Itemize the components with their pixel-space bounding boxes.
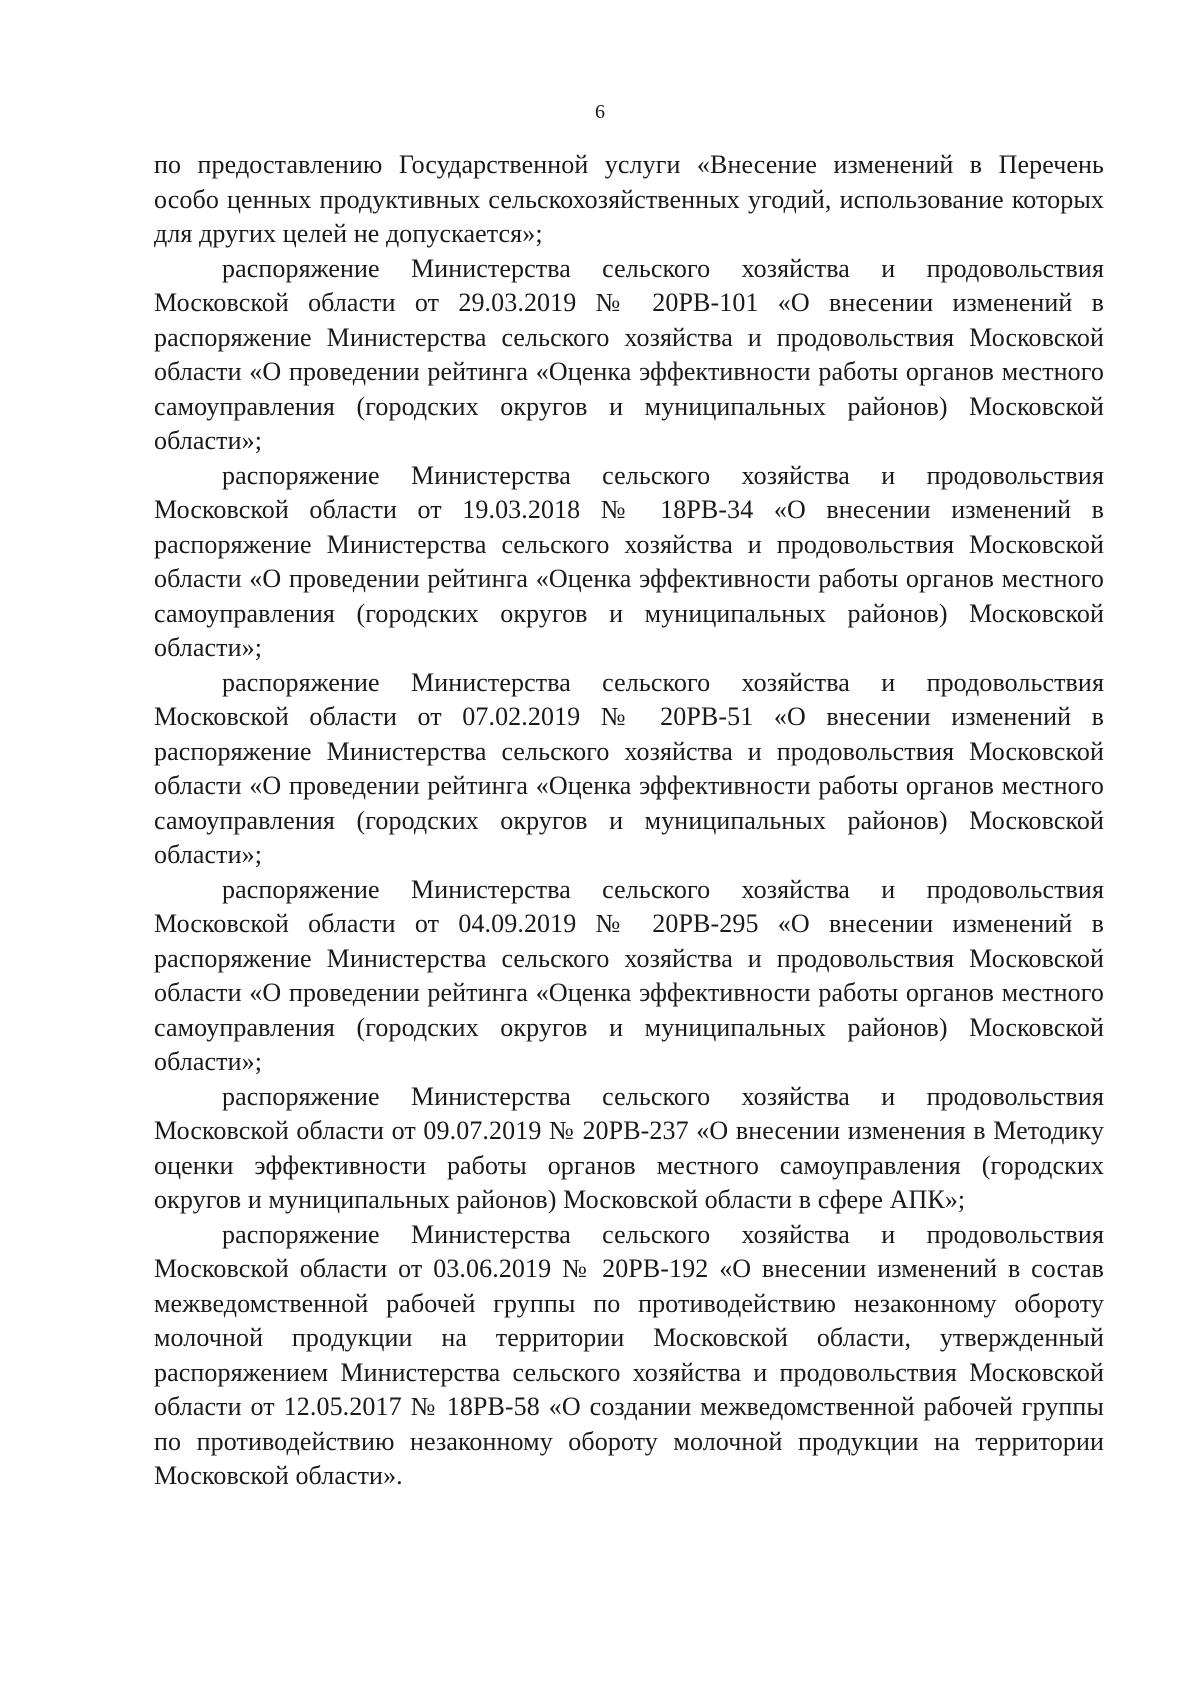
- paragraph-order-20rv-295: распоряжение Министерства сельского хозяйства и продовольствия Московской области от 04.09.2019 № 20РВ-295 «О внесении изменений в распоряжение Министерства сельского хозяйства и продовольствия Московской области «О проведении рейтинга «Оценка эффективности работы органов местного самоуправления (городских округов и муниципальных районов) Московской области»;: [154, 874, 1104, 1076]
- page-number: 6: [595, 101, 605, 123]
- paragraph-order-18rv-34: распоряжение Министерства сельского хозяйства и продовольствия Московской области от 19.03.2018 № 18РВ-34 «О внесении изменений в распоряжение Министерства сельского хозяйства и продовольствия Московской области «О проведении рейтинга «Оценка эффективности работы органов местного самоуправления (городских округов и муниципальных районов) Московской области»;: [154, 460, 1104, 662]
- paragraph-continuation: по предоставлению Государственной услуги «Внесение изменений в Перечень особо ценных продуктивных сельскохозяйственных угодий, использование которых для других целей не допускается»;: [154, 150, 1104, 248]
- paragraph-order-20rv-51: распоряжение Министерства сельского хозяйства и продовольствия Московской области от 07.02.2019 № 20РВ-51 «О внесении изменений в распоряжение Министерства сельского хозяйства и продовольствия Московской области «О проведении рейтинга «Оценка эффективности работы органов местного самоуправления (городских округов и муниципальных районов) Московской области»;: [154, 667, 1104, 869]
- paragraph-order-20rv-237: распоряжение Министерства сельского хозяйства и продовольствия Московской области от 09.07.2019 № 20РВ-237 «О внесении изменения в Методику оценки эффективности работы органов местного самоуправления (городских округов и муниципальных районов) Московской области в сфере АПК»;: [154, 1081, 1104, 1214]
- paragraph-order-20rv-101: распоряжение Министерства сельского хозяйства и продовольствия Московской области от 29.03.2019 № 20РВ-101 «О внесении изменений в распоряжение Министерства сельского хозяйства и продовольствия Московской области «О проведении рейтинга «Оценка эффективности работы органов местного самоуправления (городских округов и муниципальных районов) Московской области»;: [154, 253, 1104, 455]
- paragraph-order-20rv-192: распоряжение Министерства сельского хозяйства и продовольствия Московской области от 03.06.2019 № 20РВ-192 «О внесении изменений в состав межведомственной рабочей группы по противодействию незаконному обороту молочной продукции на территории Московской области, утвержденный распоряжением Министерства сельского хозяйства и продовольствия Московской области от 12.05.2017 № 18РВ-58 «О создании межведомственной рабочей группы по противодействию незаконному обороту молочной продукции на территории Московской области».: [154, 1219, 1104, 1490]
- document-body: [154, 148, 1104, 1494]
